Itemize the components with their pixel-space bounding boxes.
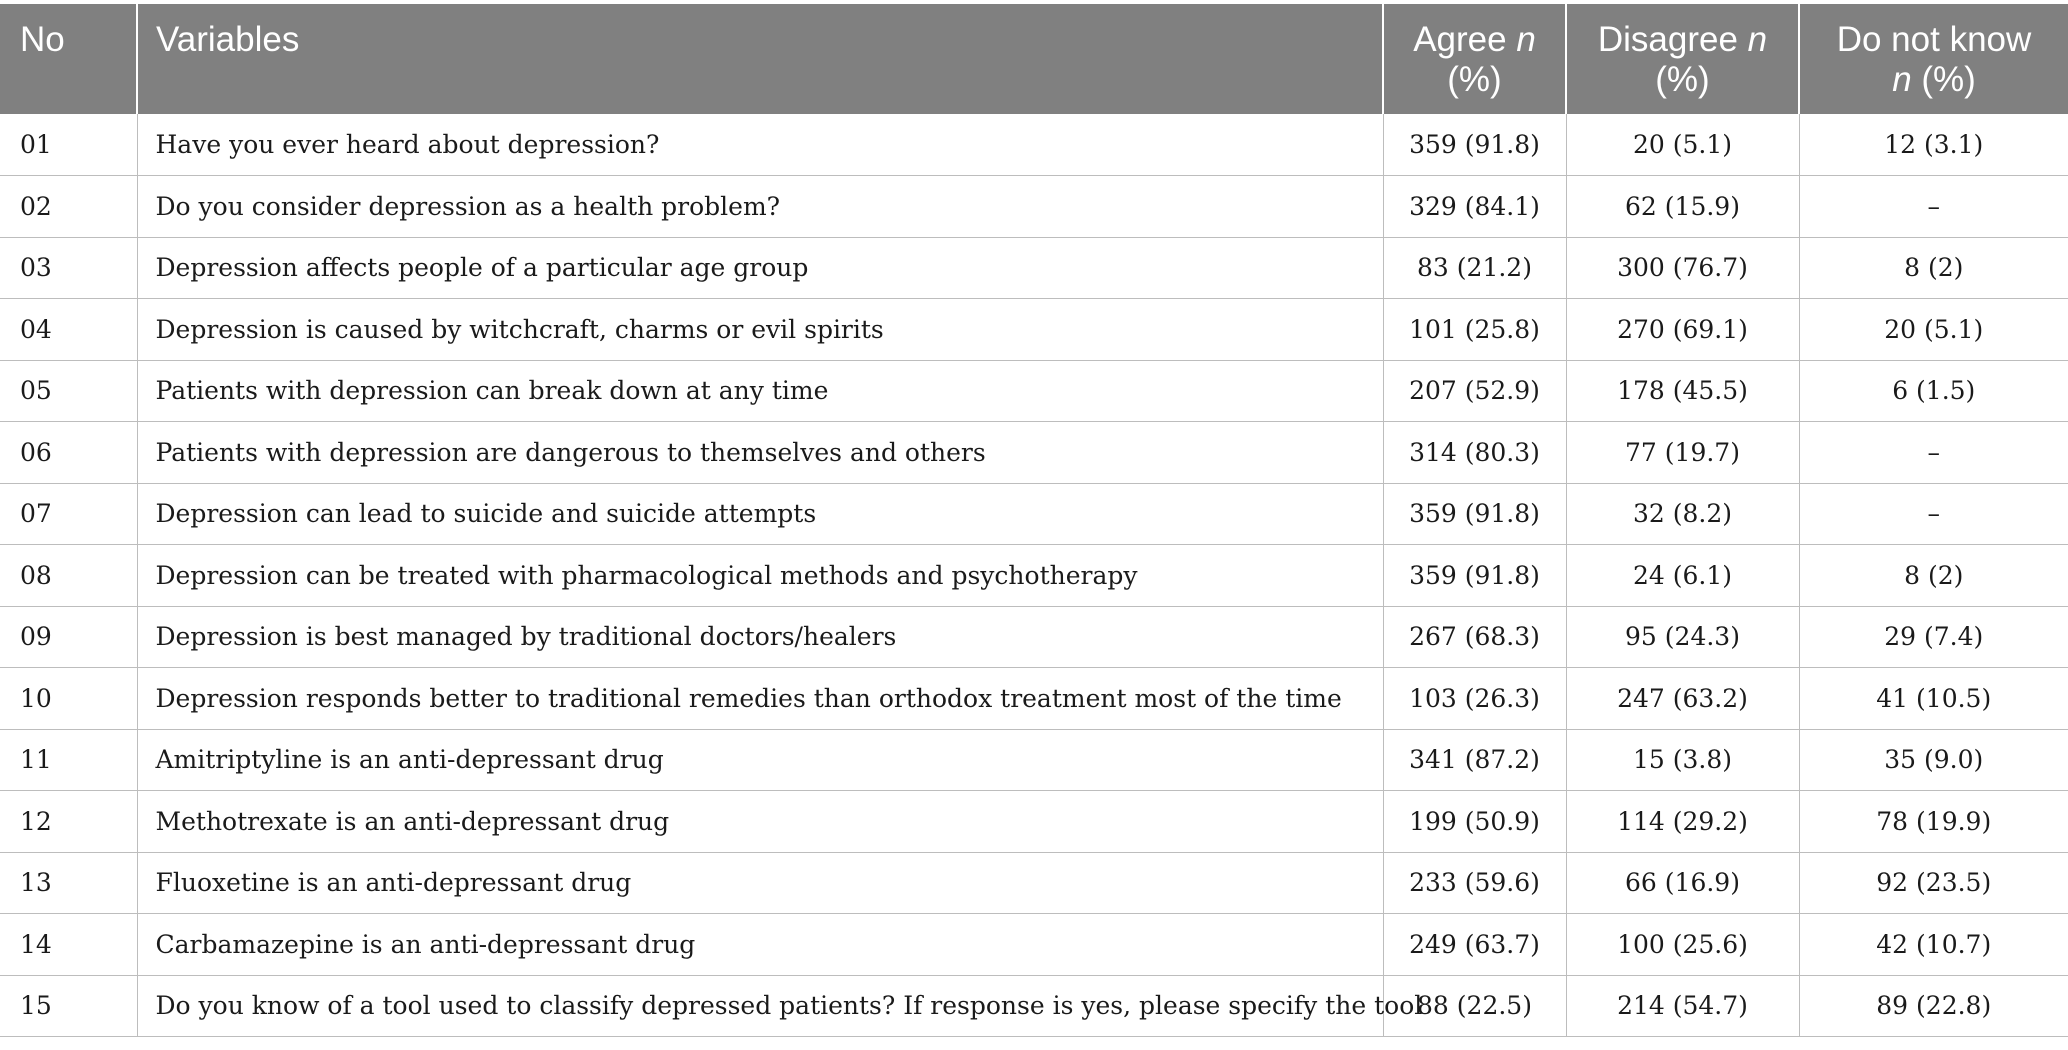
table-row bbox=[0, 237, 2068, 299]
do-not-know-cell: 35 (9.0) bbox=[1799, 729, 2068, 791]
do-not-know-cell: 12 (3.1) bbox=[1799, 114, 2068, 176]
header-dnk-n: n bbox=[1892, 60, 1912, 99]
agree-cell: 359 (91.8) bbox=[1383, 483, 1566, 545]
row-number: 04 bbox=[0, 299, 137, 361]
table-row bbox=[0, 422, 2068, 484]
header-disagree-n: n bbox=[1747, 20, 1768, 59]
variable-cell: Depression can lead to suicide and suicide attempts bbox=[137, 483, 1383, 545]
disagree-cell: 247 (63.2) bbox=[1566, 668, 1799, 730]
header-agree-pct: (%) bbox=[1447, 60, 1502, 99]
row-number: 11 bbox=[0, 729, 137, 791]
variable-cell: Do you consider depression as a health problem? bbox=[137, 176, 1383, 238]
agree-cell: 101 (25.8) bbox=[1383, 299, 1566, 361]
header-agree-word: Agree bbox=[1413, 20, 1517, 59]
do-not-know-cell: 89 (22.8) bbox=[1799, 975, 2068, 1037]
variable-cell: Depression is best managed by traditional doctors/healers bbox=[137, 606, 1383, 668]
do-not-know-cell: 20 (5.1) bbox=[1799, 299, 2068, 361]
header-agree-n: n bbox=[1516, 20, 1536, 59]
variable-cell: Fluoxetine is an anti-depressant drug bbox=[137, 852, 1383, 914]
row-number: 03 bbox=[0, 237, 137, 299]
do-not-know-cell: 92 (23.5) bbox=[1799, 852, 2068, 914]
disagree-cell: 214 (54.7) bbox=[1566, 975, 1799, 1037]
agree-cell: 88 (22.5) bbox=[1383, 975, 1566, 1037]
agree-cell: 249 (63.7) bbox=[1383, 914, 1566, 976]
disagree-cell: 100 (25.6) bbox=[1566, 914, 1799, 976]
variable-cell: Depression responds better to traditional remedies than orthodox treatment most of the time bbox=[137, 668, 1383, 730]
variable-cell: Patients with depression can break down at any time bbox=[137, 360, 1383, 422]
disagree-cell: 270 (69.1) bbox=[1566, 299, 1799, 361]
disagree-cell: 62 (15.9) bbox=[1566, 176, 1799, 238]
depression-knowledge-table bbox=[0, 4, 2068, 1037]
header-row bbox=[0, 4, 2068, 114]
agree-cell: 199 (50.9) bbox=[1383, 791, 1566, 853]
do-not-know-cell: 78 (19.9) bbox=[1799, 791, 2068, 853]
table-row bbox=[0, 606, 2068, 668]
agree-cell: 314 (80.3) bbox=[1383, 422, 1566, 484]
do-not-know-cell: 8 (2) bbox=[1799, 237, 2068, 299]
header-do-not-know bbox=[1799, 4, 2068, 114]
row-number: 15 bbox=[0, 975, 137, 1037]
row-number: 10 bbox=[0, 668, 137, 730]
disagree-cell: 77 (19.7) bbox=[1566, 422, 1799, 484]
row-number: 09 bbox=[0, 606, 137, 668]
do-not-know-cell: 6 (1.5) bbox=[1799, 360, 2068, 422]
header-disagree-word: Disagree bbox=[1597, 20, 1748, 59]
disagree-cell: 24 (6.1) bbox=[1566, 545, 1799, 607]
table-row bbox=[0, 299, 2068, 361]
disagree-cell: 20 (5.1) bbox=[1566, 114, 1799, 176]
row-number: 08 bbox=[0, 545, 137, 607]
table-row bbox=[0, 360, 2068, 422]
variable-cell: Depression can be treated with pharmacological methods and psychotherapy bbox=[137, 545, 1383, 607]
disagree-cell: 32 (8.2) bbox=[1566, 483, 1799, 545]
header-dnk-pct: (%) bbox=[1911, 60, 1976, 99]
disagree-cell: 300 (76.7) bbox=[1566, 237, 1799, 299]
do-not-know-cell: – bbox=[1799, 422, 2068, 484]
variable-cell: Do you know of a tool used to classify depressed patients? If response is yes, please specify the tool bbox=[137, 975, 1383, 1037]
row-number: 02 bbox=[0, 176, 137, 238]
do-not-know-cell: – bbox=[1799, 483, 2068, 545]
variable-cell: Patients with depression are dangerous to themselves and others bbox=[137, 422, 1383, 484]
agree-cell: 267 (68.3) bbox=[1383, 606, 1566, 668]
agree-cell: 83 (21.2) bbox=[1383, 237, 1566, 299]
header-no: No bbox=[0, 4, 137, 114]
variable-cell: Depression affects people of a particular age group bbox=[137, 237, 1383, 299]
disagree-cell: 15 (3.8) bbox=[1566, 729, 1799, 791]
do-not-know-cell: – bbox=[1799, 176, 2068, 238]
variable-cell: Depression is caused by witchcraft, charms or evil spirits bbox=[137, 299, 1383, 361]
row-number: 07 bbox=[0, 483, 137, 545]
table-row bbox=[0, 114, 2068, 176]
row-number: 06 bbox=[0, 422, 137, 484]
header-agree bbox=[1383, 4, 1566, 114]
table-row bbox=[0, 176, 2068, 238]
table-row bbox=[0, 791, 2068, 853]
do-not-know-cell: 41 (10.5) bbox=[1799, 668, 2068, 730]
header-disagree bbox=[1566, 4, 1799, 114]
disagree-cell: 114 (29.2) bbox=[1566, 791, 1799, 853]
table-row bbox=[0, 914, 2068, 976]
agree-cell: 103 (26.3) bbox=[1383, 668, 1566, 730]
table-header bbox=[0, 4, 2068, 114]
agree-cell: 329 (84.1) bbox=[1383, 176, 1566, 238]
agree-cell: 341 (87.2) bbox=[1383, 729, 1566, 791]
disagree-cell: 178 (45.5) bbox=[1566, 360, 1799, 422]
variable-cell: Amitriptyline is an anti-depressant drug bbox=[137, 729, 1383, 791]
row-number: 05 bbox=[0, 360, 137, 422]
header-disagree-pct: (%) bbox=[1655, 60, 1710, 99]
do-not-know-cell: 42 (10.7) bbox=[1799, 914, 2068, 976]
agree-cell: 359 (91.8) bbox=[1383, 545, 1566, 607]
table-row bbox=[0, 483, 2068, 545]
variable-cell: Methotrexate is an anti-depressant drug bbox=[137, 791, 1383, 853]
agree-cell: 233 (59.6) bbox=[1383, 852, 1566, 914]
table-row bbox=[0, 545, 2068, 607]
table-row bbox=[0, 975, 2068, 1037]
do-not-know-cell: 29 (7.4) bbox=[1799, 606, 2068, 668]
table-row bbox=[0, 852, 2068, 914]
variable-cell: Carbamazepine is an anti-depressant drug bbox=[137, 914, 1383, 976]
table-body bbox=[0, 114, 2068, 1037]
agree-cell: 359 (91.8) bbox=[1383, 114, 1566, 176]
disagree-cell: 66 (16.9) bbox=[1566, 852, 1799, 914]
do-not-know-cell: 8 (2) bbox=[1799, 545, 2068, 607]
header-variables: Variables bbox=[137, 4, 1383, 114]
row-number: 12 bbox=[0, 791, 137, 853]
row-number: 14 bbox=[0, 914, 137, 976]
row-number: 13 bbox=[0, 852, 137, 914]
disagree-cell: 95 (24.3) bbox=[1566, 606, 1799, 668]
header-dnk-word: Do not know bbox=[1836, 20, 2032, 59]
row-number: 01 bbox=[0, 114, 137, 176]
table-row bbox=[0, 668, 2068, 730]
table-row bbox=[0, 729, 2068, 791]
agree-cell: 207 (52.9) bbox=[1383, 360, 1566, 422]
variable-cell: Have you ever heard about depression? bbox=[137, 114, 1383, 176]
